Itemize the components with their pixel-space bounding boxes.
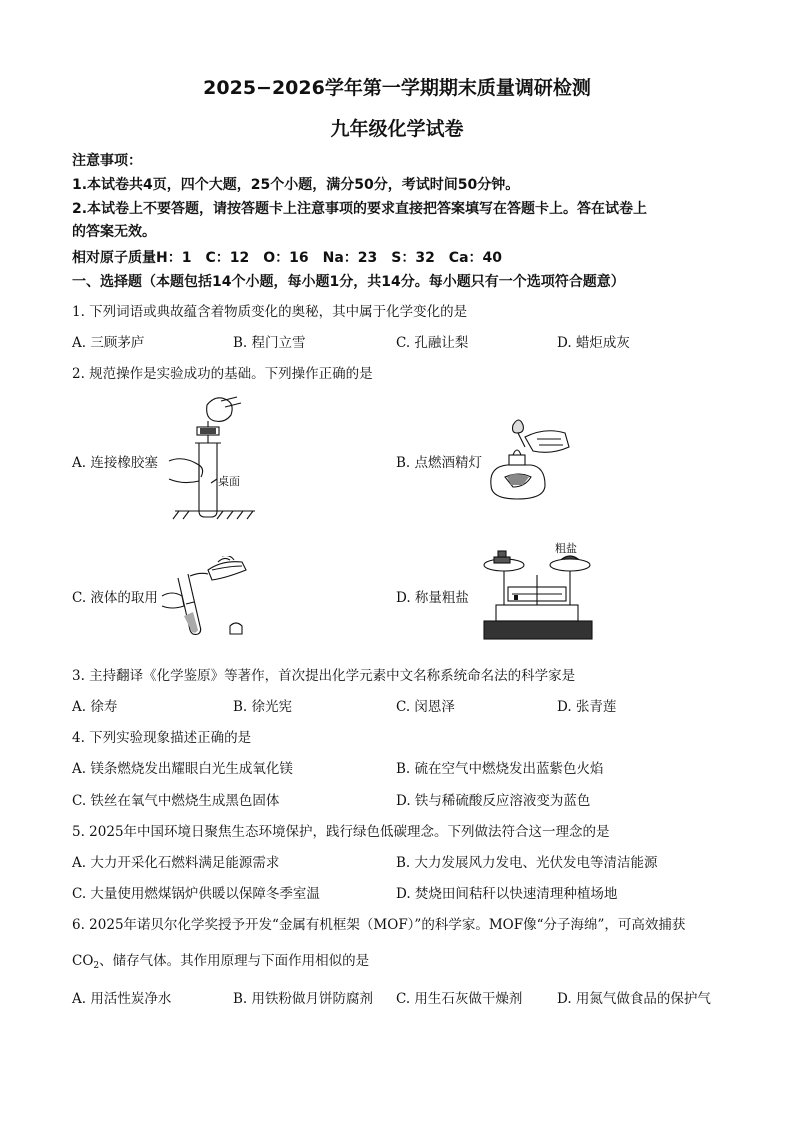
exam-title: 2025−2026学年第一学期期末质量调研检测 — [203, 77, 591, 99]
figure-light-alcohol-lamp — [485, 415, 585, 505]
q1-option-d: D. 蜡炬成灰 — [557, 335, 630, 351]
q4-option-a: A. 镁条燃烧发出耀眼白光生成氧化镁 — [72, 761, 293, 777]
q1-option-c: C. 孔融让梨 — [396, 335, 469, 351]
figure-pour-liquid — [160, 556, 260, 641]
notice-line-2a: 2.本试卷上不要答题，请按答题卡上注意事项的要求直接把答案填写在答题卡上。答在试卷上 — [72, 201, 648, 217]
q2-option-b: B. 点燃酒精灯 — [396, 455, 483, 471]
atomic-masses: 相对原子质量H：1 C：12 O：16 Na：23 S：32 Ca：40 — [72, 250, 503, 266]
section-1-heading: 一、选择题（本题包括14个小题，每小题1分，共14分。每小题只有一个选项符合题意） — [72, 274, 625, 290]
label-table-surface: 桌面 — [218, 475, 240, 488]
q3-stem: 3. 主持翻译《化学鉴原》等著作，首次提出化学元素中文名称系统命名法的科学家是 — [72, 668, 576, 684]
q2-option-d: D. 称量粗盐 — [396, 590, 469, 606]
q3-option-a: A. 徐寿 — [72, 699, 118, 715]
q5-option-b: B. 大力发展风力发电、光伏发电等清洁能源 — [396, 855, 658, 871]
q2-stem: 2. 规范操作是实验成功的基础。下列操作正确的是 — [72, 366, 373, 382]
q1-stem: 1. 下列词语或典故蕴含着物质变化的奥秘，其中属于化学变化的是 — [72, 304, 468, 320]
q6-option-c: C. 用生石灰做干燥剂 — [396, 991, 523, 1007]
q2-option-a: A. 连接橡胶塞 — [72, 455, 158, 471]
q4-option-c: C. 铁丝在氧气中燃烧生成黑色固体 — [72, 793, 280, 809]
q4-option-d: D. 铁与稀硫酸反应溶液变为蓝色 — [396, 793, 591, 809]
q6-stem-line-1: 6. 2025年诺贝尔化学奖授予开发“金属有机框架（MOF）”的科学家。MOF像“分子海绵”，可高效捕获 — [72, 917, 686, 933]
figure-balance-salt — [478, 545, 598, 645]
q6-stem-line-2: $CO_2$、储存气体。其作用原理与下面作用相似的是 — [72, 953, 370, 971]
exam-subtitle: 九年级化学试卷 — [330, 118, 464, 140]
label-crude-salt: 粗盐 — [555, 542, 577, 555]
q3-option-b: B. 徐光宪 — [233, 699, 293, 715]
figure-connect-stopper — [165, 393, 265, 523]
q4-stem: 4. 下列实验现象描述正确的是 — [72, 730, 252, 746]
q5-option-a: A. 大力开采化石燃料满足能源需求 — [72, 855, 280, 871]
q1-option-a: A. 三顾茅庐 — [72, 335, 145, 351]
q4-option-b: B. 硫在空气中燃烧发出蓝紫色火焰 — [396, 761, 604, 777]
q1-option-b: B. 程门立雪 — [233, 335, 306, 351]
q3-option-d: D. 张青莲 — [557, 699, 617, 715]
q3-option-c: C. 闵恩泽 — [396, 699, 455, 715]
notice-line-1: 1.本试卷共4页，四个大题，25个小题，满分50分，考试时间50分钟。 — [72, 177, 520, 193]
q5-stem: 5. 2025年中国环境日聚焦生态环境保护，践行绿色低碳理念。下列做法符合这一理念的是 — [72, 824, 610, 840]
q5-option-c: C. 大量使用燃煤锅炉供暖以保障冬季室温 — [72, 886, 320, 902]
notice-line-2b: 的答案无效。 — [72, 224, 156, 240]
q6-option-d: D. 用氮气做食品的保护气 — [557, 991, 711, 1007]
q6-option-a: A. 用活性炭净水 — [72, 991, 172, 1007]
q6-option-b: B. 用铁粉做月饼防腐剂 — [233, 991, 374, 1007]
q2-option-c: C. 液体的取用 — [72, 590, 158, 606]
co2-formula: $CO_2$ — [72, 953, 100, 971]
q5-option-d: D. 焚烧田间秸秆以快速清理种植场地 — [396, 886, 618, 902]
notice-heading: 注意事项： — [72, 153, 142, 169]
